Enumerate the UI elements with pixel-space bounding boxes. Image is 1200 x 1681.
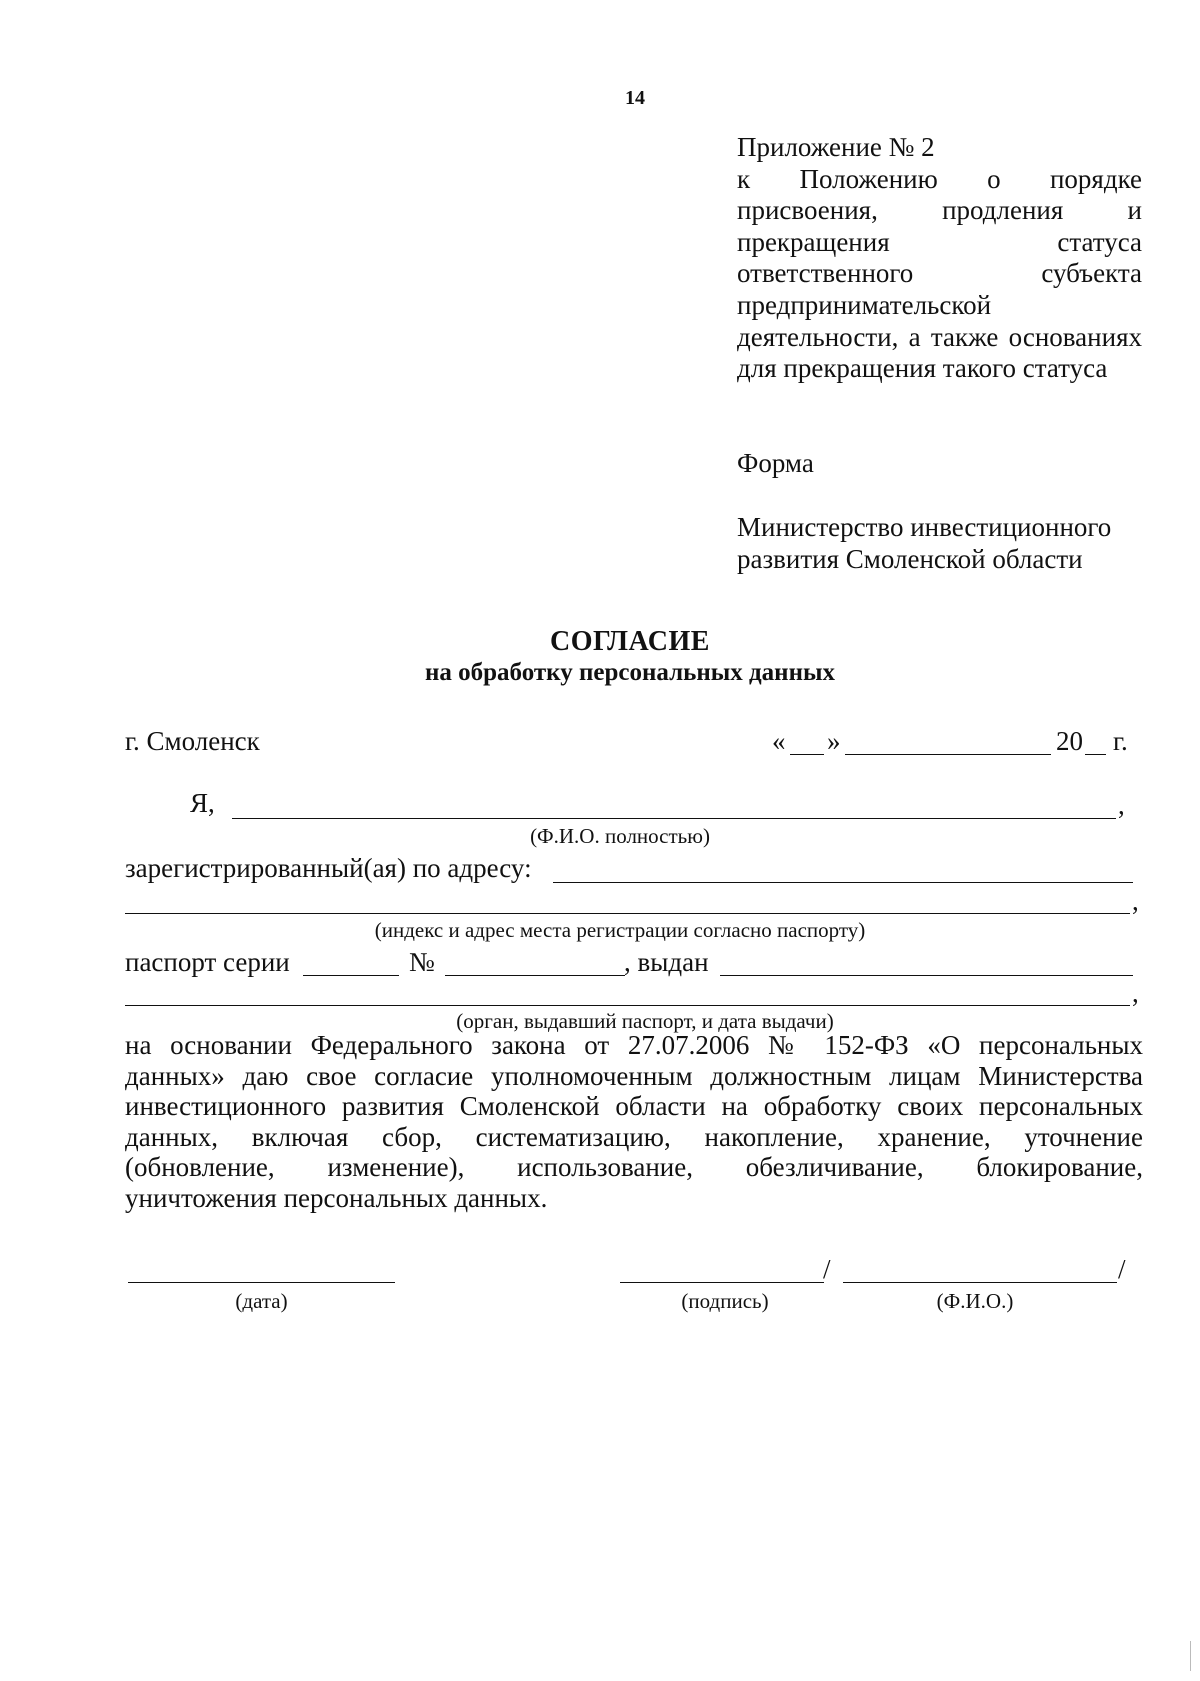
- signature-date-blank[interactable]: [128, 1282, 395, 1283]
- issuer-caption: (орган, выдавший паспорт, и дата выдачи): [456, 1009, 834, 1033]
- appendix-line: для прекращения такого статуса: [737, 353, 1108, 384]
- signature-slash-2: /: [1118, 1254, 1126, 1284]
- name-comma: ,: [1118, 790, 1125, 820]
- paragraph-line: данных, включая сбор, систематизацию, накопление, хранение, уточнение: [125, 1121, 1143, 1152]
- full-name-blank[interactable]: [232, 818, 1116, 819]
- ministry-line: развития Смоленской области: [737, 543, 1083, 574]
- passport-series-blank[interactable]: [303, 975, 399, 976]
- signature-name-blank[interactable]: [843, 1282, 1117, 1283]
- place-label: г. Смоленск: [125, 726, 260, 756]
- issuer-blank-2[interactable]: [125, 1005, 1130, 1006]
- document-title: СОГЛАСИЕ: [550, 626, 710, 657]
- appendix-line: к Положению о порядке: [737, 163, 1142, 194]
- address-comma: ,: [1132, 886, 1139, 916]
- paragraph-line: (обновление, изменение), использование, обезличивание, блокирование,: [125, 1152, 1143, 1183]
- ministry-line: Министерство инвестиционного: [737, 512, 1112, 542]
- name-prefix: Я,: [190, 788, 215, 818]
- paragraph-line: на основании Федерального закона от 27.07.2006 № 152-ФЗ «О персональных: [125, 1030, 1143, 1060]
- year-suffix: г.: [1113, 726, 1128, 756]
- passport-number-label: №: [409, 947, 435, 977]
- appendix-line: прекращения статуса: [737, 226, 1142, 257]
- address-caption: (индекс и адрес места регистрации согласно паспорту): [374, 918, 866, 942]
- appendix-header: [737, 132, 1142, 385]
- passport-issued-label: , выдан: [624, 947, 709, 977]
- document-subtitle: на обработку персональных данных: [425, 659, 835, 686]
- scan-edge-mark: [1190, 1641, 1191, 1671]
- year-blank[interactable]: [1085, 754, 1106, 755]
- address-blank-1[interactable]: [553, 882, 1133, 883]
- date-close-quote: »: [827, 726, 841, 756]
- page-number: 14: [625, 87, 645, 109]
- signature-blank[interactable]: [620, 1282, 824, 1283]
- ministry-addressee: [737, 512, 1111, 575]
- signature-slash-1: /: [823, 1254, 831, 1284]
- paragraph-line: уничтожения персональных данных.: [125, 1182, 548, 1213]
- appendix-line: присвоения, продления и: [737, 195, 1142, 226]
- issuer-blank-1[interactable]: [720, 975, 1133, 976]
- passport-number-blank[interactable]: [445, 975, 625, 976]
- appendix-line: деятельности, а также основаниях: [737, 321, 1142, 352]
- signature-caption: (подпись): [681, 1289, 769, 1313]
- consent-paragraph: [125, 1030, 1143, 1214]
- appendix-line: предпринимательской: [737, 289, 992, 320]
- address-blank-2[interactable]: [125, 913, 1130, 914]
- date-open-quote: «: [772, 726, 786, 756]
- full-name-caption: (Ф.И.О. полностью): [530, 824, 710, 848]
- address-prefix: зарегистрированный(ая) по адресу:: [125, 853, 532, 883]
- form-label: Форма: [737, 448, 814, 478]
- appendix-line: Приложение № 2: [737, 132, 935, 162]
- issuer-comma: ,: [1132, 978, 1139, 1008]
- appendix-line: ответственного субъекта: [737, 258, 1142, 289]
- passport-series-label: паспорт серии: [125, 947, 290, 977]
- day-blank[interactable]: [790, 754, 824, 755]
- paragraph-line: данных» даю свое согласие уполномоченным должностным лицам Министерства: [125, 1060, 1143, 1091]
- year-prefix: 20: [1056, 726, 1083, 756]
- signature-name-caption: (Ф.И.О.): [936, 1289, 1014, 1313]
- month-blank[interactable]: [845, 754, 1051, 755]
- paragraph-line: инвестиционного развития Смоленской области на обработку своих персональных: [125, 1091, 1143, 1122]
- signature-date-caption: (дата): [235, 1289, 288, 1313]
